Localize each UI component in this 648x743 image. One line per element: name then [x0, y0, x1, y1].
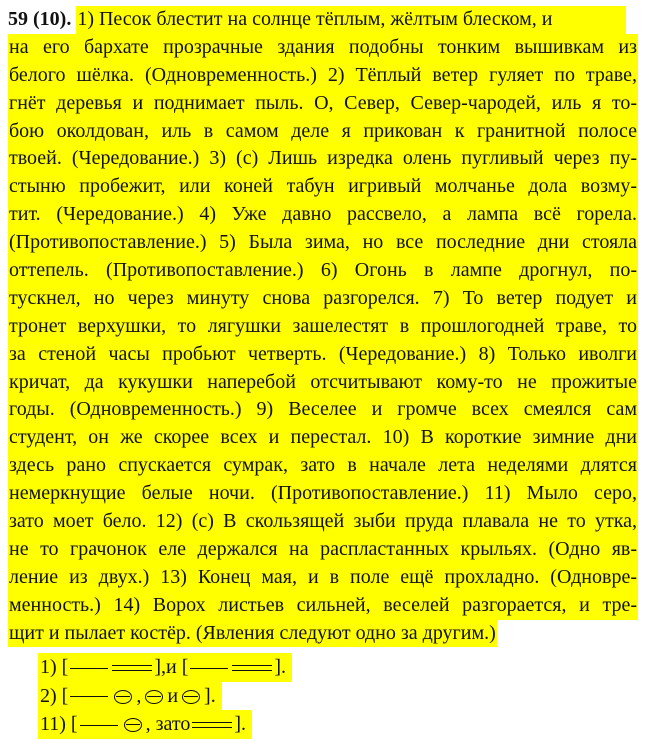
line-content: менность.) 14) Ворох листьев сильней, веселей разгорается, и тре- [8, 592, 638, 620]
subject-line-icon [70, 668, 108, 669]
text-line-7 [8, 173, 638, 201]
text-line-5 [8, 118, 638, 146]
scheme-2-body [38, 682, 222, 711]
line-content: немеркнущие белые ночи. (Противопоставление.) 11) Мыло серо, [8, 480, 638, 508]
text-line-1 [8, 6, 638, 34]
line-content: 1) Песок блестит на солнце тёплым, жёлтым блеском, и [76, 6, 626, 34]
text-line-23 [8, 620, 638, 648]
text-line-12 [8, 313, 638, 341]
text-line-16 [8, 424, 638, 452]
homogeneous-predicate-icon [114, 690, 132, 704]
scheme-label: 1) [ [40, 656, 69, 678]
text-line-6 [8, 145, 638, 173]
text-line-10 [8, 257, 638, 285]
text-line-11 [8, 285, 638, 313]
scheme-text: , [136, 684, 142, 707]
scheme-text: ]. [204, 684, 216, 707]
scheme-text: и [167, 684, 179, 707]
line-content: тит. (Чередование.) 4) Уже давно рассвело, а лампа всё горела. [8, 201, 638, 229]
line-content: твоей. (Чередование.) 3) (с) Лишь изредка олень пугливый через пу- [8, 145, 638, 173]
sentence-schemes [0, 653, 648, 739]
homogeneous-predicate-icon [145, 690, 163, 704]
text-line-20 [8, 536, 638, 564]
text-line-9 [8, 229, 638, 257]
subject-line-icon [80, 725, 118, 726]
scheme-3-body [38, 710, 252, 739]
text-line-13 [8, 341, 638, 369]
line-content: бою околдован, иль в самом деле я прикован к гранитной полосе [8, 118, 638, 146]
line-content: годы. (Одновременность.) 9) Веселее и громче всех смеялся сам [8, 396, 638, 424]
line-content: щит и пылает костёр. (Явления следуют одно за другим.) [8, 620, 497, 648]
scheme-text: ]. [234, 713, 246, 735]
line-content: гнёт деревья и поднимает пыль. О, Север, Север-чародей, иль я то- [8, 90, 638, 118]
line-content: за стеной часы пробьют четверть. (Чередование.) 8) Только иволги [8, 341, 638, 369]
line-content: зато моет бело. 12) (с) В скользящей зыби пруда плавала не то утка, [8, 508, 638, 536]
scheme-1-body [38, 653, 292, 682]
predicate-line-icon [232, 665, 272, 671]
scheme-2 [38, 682, 648, 711]
line-content: тронет верхушки, то лягушки зашелестят в прошлогодней траве, то [8, 313, 638, 341]
line-content: на его бархате прозрачные здания подобны тонким вышивкам из [8, 34, 638, 62]
text-line-15 [8, 396, 638, 424]
line-content: (Противопоставление.) 5) Была зима, но все последние дни стояла [8, 229, 638, 257]
line-content: кричат, да кукушки наперебой отсчитывают кому-то не прожитые [8, 369, 638, 397]
scheme-label: 11) [ [40, 713, 78, 735]
text-line-2 [8, 34, 638, 62]
subject-line-icon [70, 696, 108, 697]
scheme-text: ],и [ [154, 656, 189, 678]
predicate-line-icon [112, 665, 152, 671]
text-line-18 [8, 480, 638, 508]
text-line-4 [8, 90, 638, 118]
text-line-3 [8, 62, 638, 90]
line-content: тускнел, но через минуту снова разгорелся. 7) То ветер подует и [8, 285, 638, 313]
scheme-text: ]. [274, 656, 287, 678]
homogeneous-predicate-icon [182, 690, 200, 704]
text-line-17 [8, 452, 638, 480]
text-line-21 [8, 564, 638, 592]
predicate-line-icon [192, 722, 232, 728]
line-content: здесь рано спускается сумрак, зато в начале лета неделями длятся [8, 452, 638, 480]
text-line-22 [8, 592, 638, 620]
scheme-3 [38, 710, 648, 739]
subject-line-icon [190, 668, 228, 669]
text-line-19 [8, 508, 638, 536]
scheme-1 [38, 653, 648, 682]
scheme-label: 2) [ [40, 684, 69, 707]
line-content: стыню пробежит, или коней табун игривый молчанье дола возму- [8, 173, 638, 201]
text-line-8 [8, 201, 638, 229]
line-content: оттепель. (Противопоставление.) 6) Огонь в лампе дрогнул, по- [8, 257, 638, 285]
homogeneous-predicate-icon [124, 718, 142, 732]
line-content: ление из двух.) 13) Конец мая, и в поле ещё прохладно. (Одновре- [8, 564, 638, 592]
line-content: белого шёлка. (Одновременность.) 2) Тёплый ветер гуляет по траве, [8, 62, 638, 90]
task-number: 59 (10). [8, 8, 72, 30]
line-content: не то грачонок еле держался на распластанных крыльях. (Одно яв- [8, 536, 638, 564]
scheme-text: , зато [145, 713, 191, 735]
text-line-14 [8, 369, 638, 397]
line-content: студент, он же скорее всех и перестал. 10) В короткие зимние дни [8, 424, 638, 452]
